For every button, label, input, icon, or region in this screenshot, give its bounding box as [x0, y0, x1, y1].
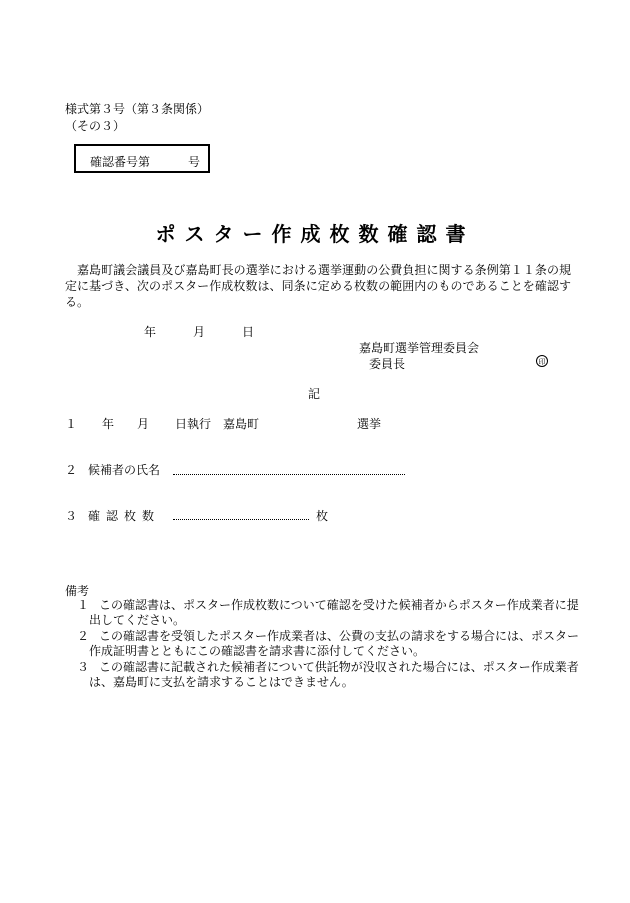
- confirmed-count-line: [173, 519, 309, 520]
- remarks-note-3: [77, 660, 583, 690]
- date-month-label: 月: [193, 325, 206, 339]
- intro-paragraph: 嘉島町議会議員及び嘉島町長の選挙における選挙運動の公費負担に関する条例第１１条の規定に基づき、次のポスター作成枚数は、同条に定める枚数の範囲内のものであることを確認する。: [65, 263, 571, 309]
- issuer-chair: 委員長: [369, 357, 406, 371]
- item-1-execution-label: 日執行 嘉島町: [175, 417, 260, 431]
- remarks-note-text: この確認書を受領したポスター作成業者は、公費の支払の請求をする場合には、ポスター作成証明書とともにこの確認書を請求書に添付してください。: [89, 629, 580, 658]
- remarks-note-number: ２: [77, 629, 90, 643]
- seal-icon: 印: [536, 355, 548, 367]
- remarks-note-2: [77, 629, 583, 659]
- item-1-month-label: 月: [137, 417, 150, 431]
- document-title: ポスター作成枚数確認書: [155, 222, 475, 246]
- remarks-note-text: この確認書に記載された候補者について供託物が没収された場合には、ポスター作成業者は、嘉島町に支払を請求することはできません。: [89, 660, 579, 689]
- item-2-number: ２: [65, 463, 78, 477]
- remarks-note-number: ３: [77, 660, 90, 674]
- remarks-note-1: [77, 598, 583, 628]
- remarks-heading: 備考: [65, 584, 90, 598]
- item-1-number: １: [65, 417, 78, 431]
- candidate-name-label: 候補者の氏名: [88, 463, 161, 477]
- item-1-year-label: 年: [102, 417, 115, 431]
- confirmed-count-unit: 枚: [316, 509, 329, 523]
- candidate-name-line: [173, 474, 405, 475]
- confirmed-count-label: 確認枚数: [88, 509, 161, 523]
- ki-heading: 記: [308, 387, 321, 401]
- confirmation-number-box: [74, 144, 210, 173]
- date-year-label: 年: [144, 325, 157, 339]
- confirmation-number-label: 確認番号第: [90, 155, 151, 169]
- remarks-note-number: １: [77, 598, 90, 612]
- remarks-note-text: この確認書は、ポスター作成枚数について確認を受けた候補者からポスター作成業者に提出してください。: [89, 598, 579, 627]
- date-day-label: 日: [242, 325, 255, 339]
- issuer-organization: 嘉島町選挙管理委員会: [359, 341, 480, 355]
- confirmation-number-suffix: 号: [188, 155, 201, 169]
- form-part: （その３）: [65, 119, 126, 133]
- item-1-election-label: 選挙: [357, 417, 382, 431]
- item-3-number: ３: [65, 509, 78, 523]
- form-number: 様式第３号（第３条関係）: [65, 102, 210, 116]
